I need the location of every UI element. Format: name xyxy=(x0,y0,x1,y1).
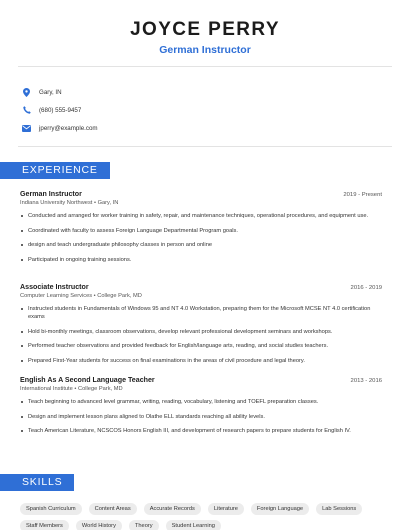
job-entry-location: College Park, MD xyxy=(97,293,142,299)
skill-chip: Spanish Curriculum xyxy=(20,503,82,515)
contact-divider xyxy=(18,146,392,147)
job-entry-separator: • xyxy=(93,293,98,299)
job-entry xyxy=(20,376,382,442)
job-entry-org xyxy=(20,386,382,392)
bullet-item: Coordinated with faculty to assess Foreign Language Departmental Program goals. xyxy=(20,227,382,235)
job-entry-org xyxy=(20,200,382,206)
skill-chip: Literature xyxy=(208,503,244,515)
job-entry-separator: • xyxy=(74,386,78,392)
contact-phone xyxy=(22,101,98,119)
skill-chip: Foreign Language xyxy=(251,503,309,515)
resume-header xyxy=(0,0,410,56)
contact-list xyxy=(22,83,98,137)
job-entry-dates: 2016 - 2019 xyxy=(350,285,382,291)
bullet-item: design and teach undergraduate philosophy classes in person and online xyxy=(20,241,382,249)
candidate-name: JOYCE PERRY xyxy=(130,19,280,40)
job-title-heading: German Instructor xyxy=(159,44,251,56)
bullet-item: Prepared First-Year students for success on final examinations in the areas of civil procedure and legal theory. xyxy=(20,357,382,365)
skills-list xyxy=(20,503,392,530)
skill-chip: World History xyxy=(76,520,122,530)
bullet-item: Hold bi-monthly meetings, classroom observations, develop relevant professional development seminars and workshops. xyxy=(20,328,382,336)
skill-chip: Content Areas xyxy=(89,503,137,515)
job-entry xyxy=(20,283,382,371)
job-entry-location: College Park, MD xyxy=(77,386,123,392)
job-entry-separator: • xyxy=(93,200,98,206)
contact-email-text: jperry@example.com xyxy=(39,124,98,132)
location-pin-icon xyxy=(22,88,31,97)
bullet-item: Participated in ongoing training sessions. xyxy=(20,256,382,264)
job-entry-dates: 2019 - Present xyxy=(343,192,382,198)
job-entry-title: Associate Instructor xyxy=(20,283,89,291)
job-entry-bullets xyxy=(20,212,382,264)
job-entry-company: Indiana University Northwest xyxy=(20,200,93,206)
contact-phone-text: (680) 555-9457 xyxy=(39,106,82,114)
skill-chip: Staff Members xyxy=(20,520,69,530)
bullet-item: Teach American Literature, NCSCOS Honors English III, and development of research papers to prepare students for English IV. xyxy=(20,427,382,435)
bullet-item: Conducted and arranged for worker training in safety, repair, and maintenance techniques, operational procedures, and equipment use. xyxy=(20,212,382,220)
experience-section-heading: EXPERIENCE xyxy=(0,162,110,179)
bullet-item: Design and implement lesson plans aligned to Olathe ELL standards reaching all ability levels. xyxy=(20,413,382,421)
job-entry-org xyxy=(20,293,382,299)
envelope-icon xyxy=(22,124,31,133)
header-divider xyxy=(18,66,392,67)
bullet-item: Instructed students in Fundamentals of Windows 95 and NT 4.0 Workstation, preparing them for the Microsoft MCSE NT 4.0 certification exams xyxy=(20,305,382,321)
skill-chip: Student Learning xyxy=(166,520,221,530)
skills-section-heading: SKILLS xyxy=(0,474,74,491)
job-entry-bullets xyxy=(20,305,382,365)
skill-chip: Accurate Records xyxy=(144,503,201,515)
bullet-item: Teach beginning to advanced level grammar, writing, reading, vocabulary, listening and TOEFL preparation classes. xyxy=(20,398,382,406)
phone-icon xyxy=(22,106,31,115)
job-entry-bullets xyxy=(20,398,382,435)
job-entry-title: German Instructor xyxy=(20,190,82,198)
skill-chip: Lab Sessions xyxy=(316,503,362,515)
contact-location xyxy=(22,83,98,101)
bullet-item: Performed teacher observations and provided feedback for English/language arts, reading, and social studies teachers. xyxy=(20,342,382,350)
job-entry-company: International Institute xyxy=(20,386,73,392)
job-entry-location: Gary, IN xyxy=(97,200,119,206)
job-entry xyxy=(20,190,382,270)
job-entry-dates: 2013 - 2016 xyxy=(350,378,382,384)
skill-chip: Theory xyxy=(129,520,159,530)
contact-email xyxy=(22,119,98,137)
job-entry-title: English As A Second Language Teacher xyxy=(20,376,155,384)
job-entry-company: Computer Learning Services xyxy=(20,293,93,299)
contact-location-text: Gary, IN xyxy=(39,88,62,96)
